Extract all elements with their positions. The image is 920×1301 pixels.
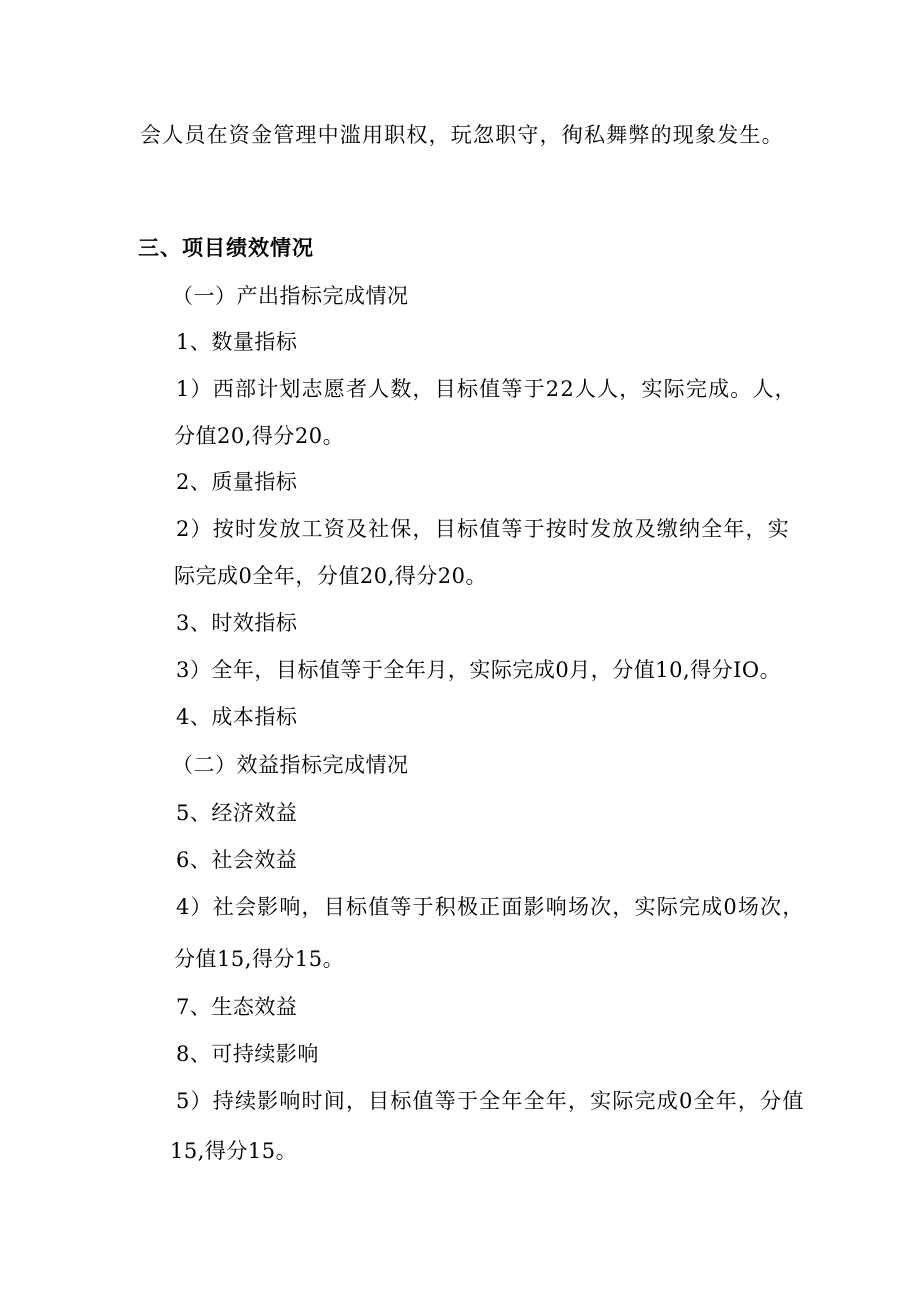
subsection-heading-output: （一）产出指标完成情况 xyxy=(172,284,409,308)
indicator-heading-social: 6、社会效益 xyxy=(176,848,298,872)
indicator-item-2-line-1: 2）按时发放工资及社保，目标值等于按时发放及缴纳全年，实 xyxy=(176,517,790,541)
indicator-item-1-line-2: 分值20,得分20。 xyxy=(174,424,345,448)
indicator-heading-sustainable: 8、可持续影响 xyxy=(176,1042,319,1066)
indicator-item-4-line-1: 4）社会影响，目标值等于积极正面影响场次，实际完成0场次， xyxy=(176,895,805,919)
indicator-heading-economic: 5、经济效益 xyxy=(176,801,298,825)
indicator-item-3: 3）全年，目标值等于全年月，实际完成0月，分值10,得分IO。 xyxy=(176,658,782,682)
continuation-paragraph: 会人员在资金管理中滥用职权，玩忽职守，徇私舞弊的现象发生。 xyxy=(140,123,784,147)
indicator-item-2-line-2: 际完成0全年，分值20,得分20。 xyxy=(174,564,487,588)
indicator-heading-quality: 2、质量指标 xyxy=(176,470,298,494)
indicator-heading-ecological: 7、生态效益 xyxy=(176,995,298,1019)
subsection-heading-benefit: （二）效益指标完成情况 xyxy=(172,753,409,777)
indicator-item-4-line-2: 分值15,得分15。 xyxy=(174,947,345,971)
indicator-item-5-line-2: 15,得分15。 xyxy=(170,1139,298,1163)
indicator-item-5-line-1: 5）持续影响时间，目标值等于全年全年，实际完成0全年，分值 xyxy=(176,1089,805,1113)
indicator-item-1-line-1: 1）西部计划志愿者人数，目标值等于22人人，实际完成。人， xyxy=(176,377,797,401)
indicator-heading-timeliness: 3、时效指标 xyxy=(176,611,298,635)
section-heading: 三、项目绩效情况 xyxy=(138,236,314,260)
indicator-heading-cost: 4、成本指标 xyxy=(176,705,298,729)
indicator-heading-quantity: 1、数量指标 xyxy=(176,330,298,354)
